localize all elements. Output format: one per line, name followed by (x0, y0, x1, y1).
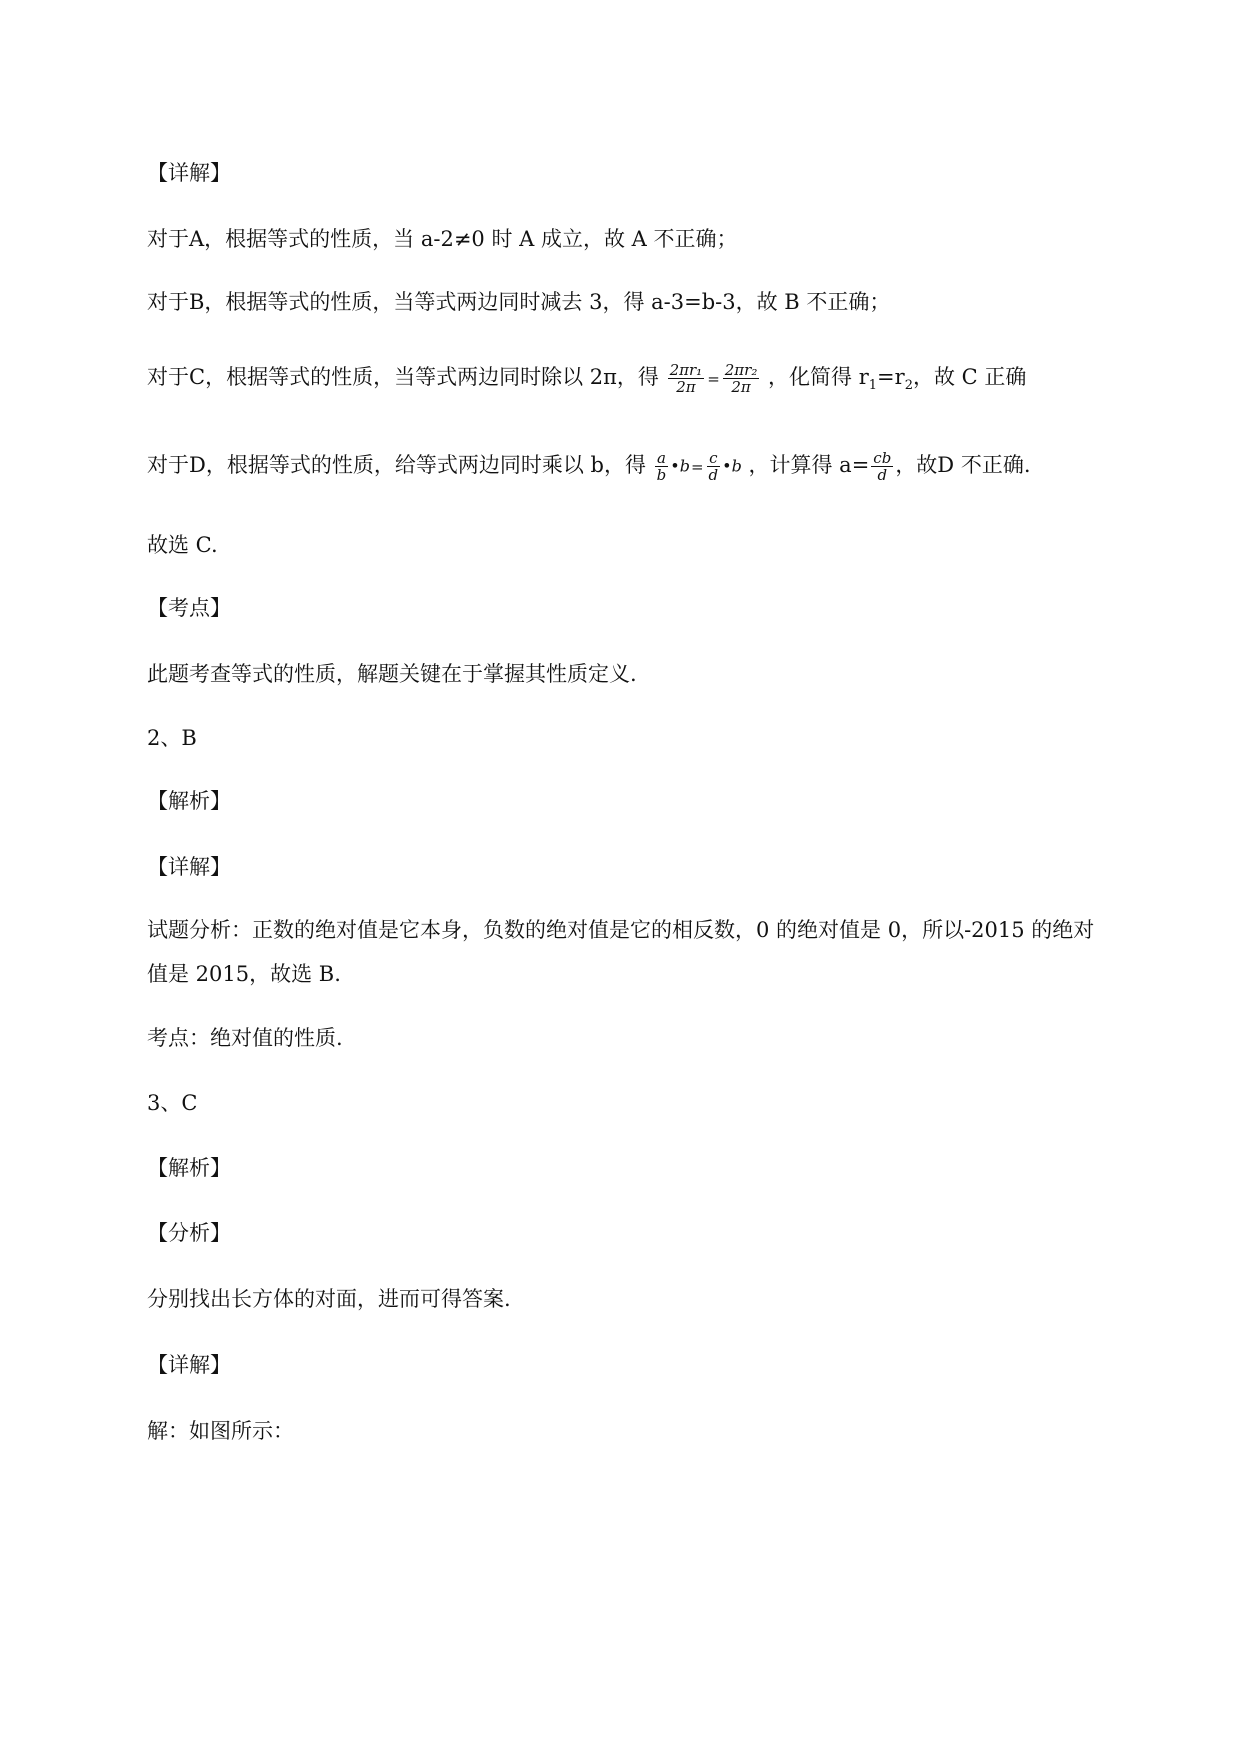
fraction-cb-over-d (871, 450, 893, 483)
equals-r: =r (877, 365, 905, 389)
section-heading-detail-3: 【详解】 (147, 1353, 231, 1377)
breakdown-text: 分别找出长方体的对面，进而可得答案. (147, 1287, 511, 1311)
fraction-c-numerator: c (709, 449, 718, 467)
analysis-text-line-1: 试题分析：正数的绝对值是它本身，负数的绝对值是它的相反数，0 的绝对值是 0，所以-2015 的绝对 (147, 918, 1095, 942)
section-heading-detail-2: 【详解】 (147, 855, 231, 879)
section-heading-exam-point: 【考点】 (147, 596, 231, 620)
equals-sign-d: = (690, 457, 704, 476)
fraction-right-denominator: 2π (731, 378, 751, 396)
fraction-left-numerator: 2πr₁ (669, 361, 703, 379)
fraction-cb-numerator: cb (873, 449, 892, 467)
fraction-c-denominator: d (708, 466, 719, 484)
section-heading-analysis: 【解析】 (147, 789, 231, 813)
times-b-right: •b (722, 456, 742, 476)
fraction-c-over-d (707, 450, 721, 483)
solution-line-a: 对于A，根据等式的性质，当 a-2≠0 时 A 成立，故 A 不正确； (147, 227, 738, 251)
line-c-middle: ，化简得 r (768, 365, 869, 389)
fraction-a-numerator: a (656, 449, 666, 467)
solution-line-d (147, 450, 1031, 483)
fraction-right-numerator: 2πr₂ (724, 361, 758, 379)
exam-point-abs-value: 考点：绝对值的性质. (147, 1026, 343, 1050)
solution-intro: 解：如图所示： (147, 1419, 294, 1443)
equals-sign: = (707, 369, 720, 388)
fraction-cb-denominator: d (877, 466, 888, 484)
fraction-left-denominator: 2π (676, 378, 696, 396)
line-d-middle: ，计算得 a= (748, 453, 870, 477)
line-d-suffix: ，故D 不正确. (895, 453, 1031, 477)
fraction-right (723, 362, 760, 395)
analysis-text-line-2: 值是 2015，故选 B. (147, 962, 341, 986)
section-heading-detail: 【详解】 (147, 161, 231, 185)
question-number-2: 2、B (147, 726, 197, 750)
answer-line: 故选 C. (147, 533, 218, 557)
subscript-one: 1 (868, 378, 878, 394)
solution-line-c (147, 362, 1026, 401)
fraction-left (668, 362, 705, 395)
fraction-a-over-b (655, 450, 669, 483)
times-b-left: •b (670, 456, 690, 476)
exam-point-text: 此题考查等式的性质，解题关键在于掌握其性质定义. (147, 662, 637, 686)
question-number-3: 3、C (147, 1091, 198, 1115)
line-d-prefix: 对于D，根据等式的性质，给等式两边同时乘以 b，得 (147, 453, 646, 477)
line-c-prefix: 对于C，根据等式的性质，当等式两边同时除以 2π，得 (147, 365, 659, 389)
fraction-a-denominator: b (656, 466, 667, 484)
line-c-suffix: ，故 C 正确 (912, 365, 1027, 389)
subscript-two: 2 (904, 378, 913, 394)
section-heading-analysis-2: 【解析】 (147, 1156, 231, 1180)
section-heading-breakdown: 【分析】 (147, 1221, 231, 1245)
solution-line-b: 对于B，根据等式的性质，当等式两边同时减去 3，得 a-3=b-3，故 B 不正确； (147, 290, 891, 314)
